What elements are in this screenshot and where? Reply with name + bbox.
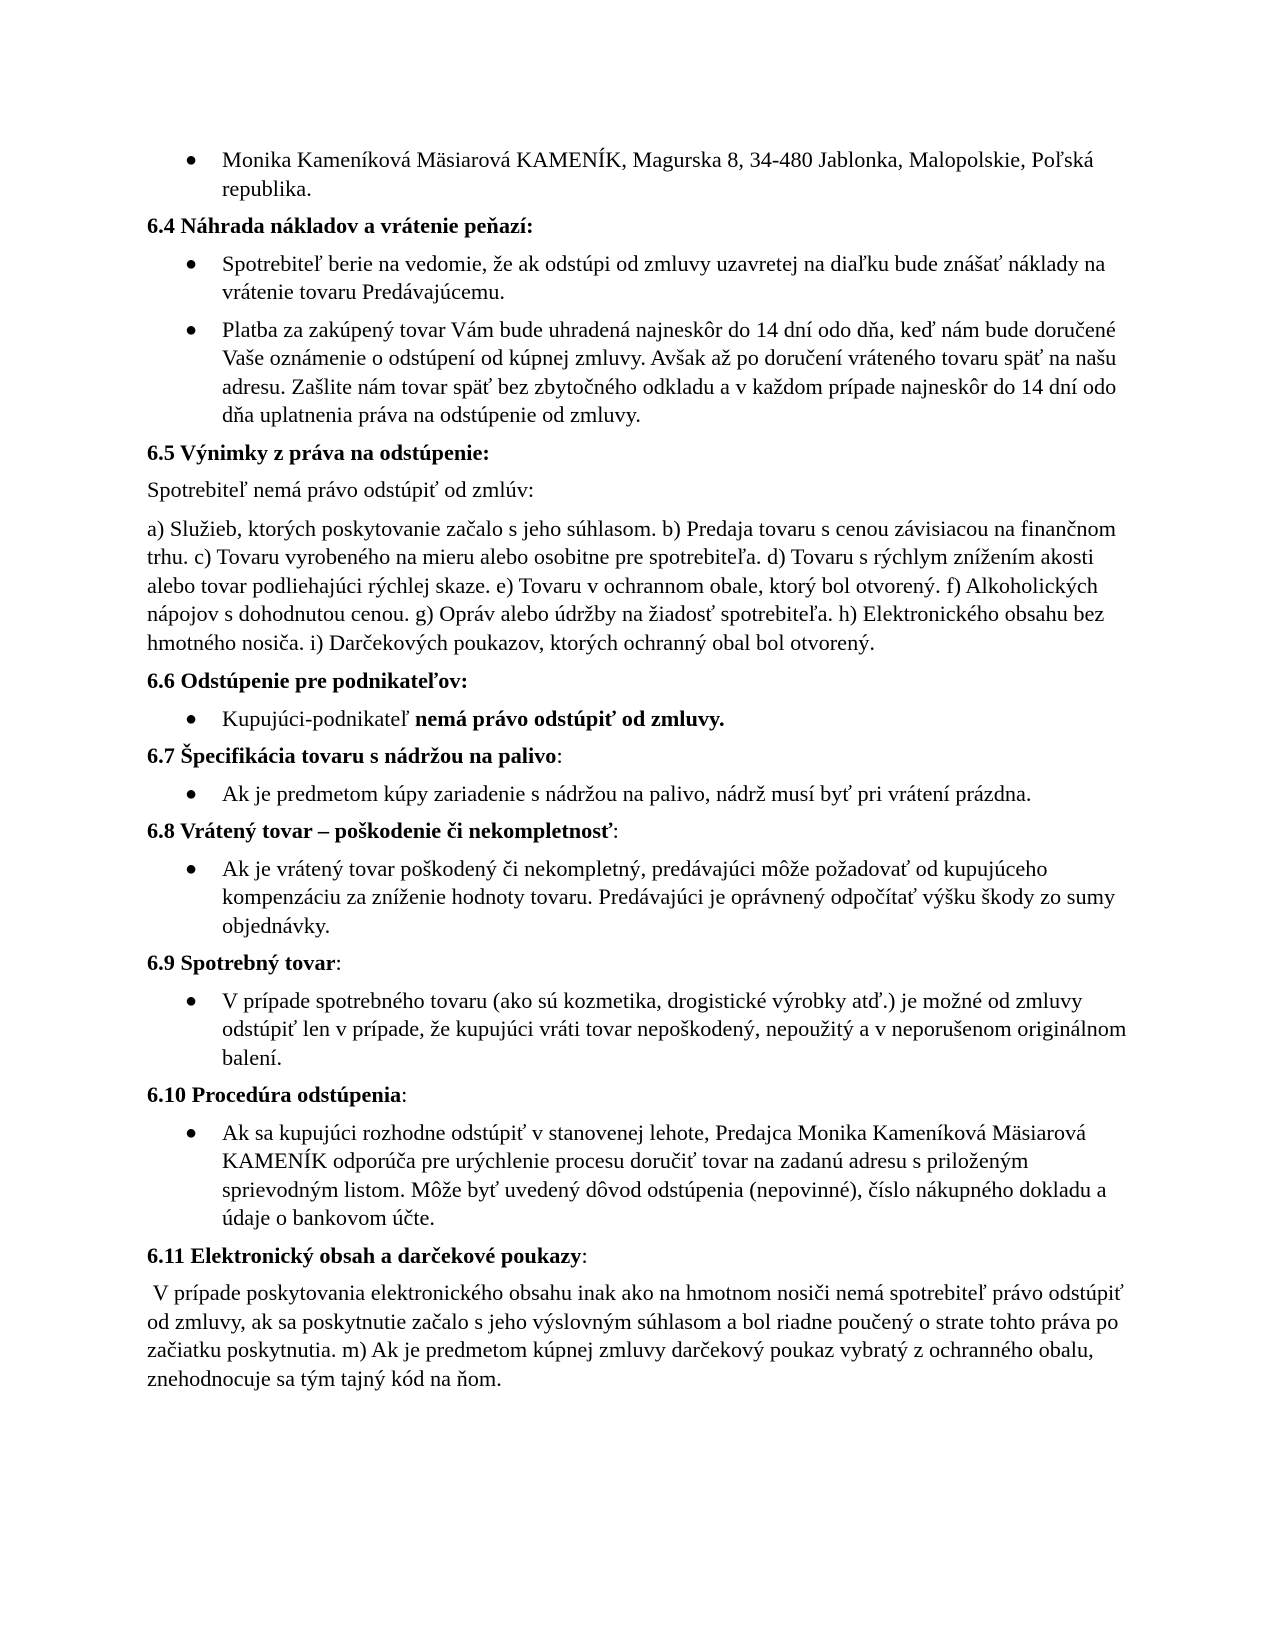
list-item <box>147 250 1137 307</box>
section-heading-6-4: 6.4 Náhrada nákladov a vrátenie peňazí: <box>147 213 534 238</box>
list-item <box>147 855 1137 941</box>
bullet-icon: ● <box>185 989 198 1012</box>
section-heading-6-8: 6.8 Vrátený tovar – poškodenie či nekompletnosť: <box>147 818 619 843</box>
paragraph-text: Ak je predmetom kúpy zariadenie s nádržou na palivo, nádrž musí byť pri vrátení prázdna. <box>222 780 1032 806</box>
section-heading-6-11: 6.11 Elektronický obsah a darčekové poukazy: <box>147 1242 588 1268</box>
list-item <box>147 146 1137 203</box>
section-heading-6-9: 6.9 Spotrebný tovar: <box>147 950 342 975</box>
bullet-icon: ● <box>185 1121 198 1144</box>
paragraph-text: Platba za zakúpený tovar Vám bude uhradená najneskôr do 14 dní odo dňa, keď nám bude doručené Vaše oznámenie o odstúpení od kúpnej zmluvy. Avšak až po doručení vráteného tovaru späť na našu adresu. Zašlite nám tovar späť bez zbytočného odkladu a v každom prípade najneskôr do 14 dní odo dňa uplatnenia práva na odstúpenie od zmluvy. <box>222 316 1117 427</box>
section-heading-6-5: 6.5 Výnimky z práva na odstúpenie: <box>147 439 490 465</box>
bullet-icon: ● <box>185 318 198 341</box>
section-heading-6-6: 6.6 Odstúpenie pre podnikateľov: <box>147 668 469 693</box>
section-intro: Spotrebiteľ nemá právo odstúpiť od zmlúv: <box>147 477 535 502</box>
seller-address: Monika Kameníková Mäsiarová KAMENÍK, Magurska 8, 34-480 Jablonka, Malopolskie, Poľská republika. <box>222 147 1094 201</box>
exceptions-text: a) Služieb, ktorých poskytovanie začalo s jeho súhlasom. b) Predaja tovaru s cenou závisiacou na finančnom trhu. c) Tovaru vyrobeného na mieru alebo osobitne pre spotrebiteľa. d) Tovaru s rýchlym znížením akosti alebo tovar podliehajúci rýchlej skaze. e) Tovaru v ochrannom obale, ktorý bol otvorený. f) Alkoholických nápojov s dohodnutou cenou. g) Opráv alebo údržby na žiadosť spotrebiteľa. h) Elektronického obsahu bez hmotného nosiča. i) Darčekových poukazov, ktorých ochranný obal bol otvorený. <box>147 515 1116 655</box>
list-item <box>147 316 1137 430</box>
list-item <box>147 1119 1137 1233</box>
list-item <box>147 780 1137 809</box>
document-page <box>147 146 1137 1403</box>
bullet-icon: ● <box>185 857 198 880</box>
paragraph-text: Kupujúci-podnikateľ nemá právo odstúpiť od zmluvy. <box>222 705 725 731</box>
bullet-icon: ● <box>185 252 198 275</box>
paragraph-text: V prípade spotrebného tovaru (ako sú kozmetika, drogistické výrobky atď.) je možné od zmluvy odstúpiť len v prípade, že kupujúci vráti tovar nepoškodený, nepoužitý a v neporušenom originálnom balení. <box>222 987 1127 1070</box>
section-heading-6-7: 6.7 Špecifikácia tovaru s nádržou na palivo: <box>147 743 563 768</box>
electronic-content-text: V prípade poskytovania elektronického obsahu inak ako na hmotnom nosiči nemá spotrebiteľ právo odstúpiť od zmluvy, ak sa poskytnutie začalo s jeho výslovným súhlasom a bol riadne poučený o strate tohto práva po začiatku poskytnutia. m) Ak je predmetom kúpnej zmluvy darčekový poukaz vybratý z ochranného obalu, znehodnocuje sa tým tajný kód na ňom. <box>147 1280 1130 1391</box>
section-heading-6-10: 6.10 Procedúra odstúpenia: <box>147 1082 408 1107</box>
bullet-icon: ● <box>185 149 198 171</box>
list-item <box>147 705 1137 734</box>
paragraph-text: Ak sa kupujúci rozhodne odstúpiť v stanovenej lehote, Predajca Monika Kameníková Mäsiarová KAMENÍK odporúča pre urýchlenie procesu doručiť tovar na zadanú adresu s priloženým sprievodným listom. Môže byť uvedený dôvod odstúpenia (nepovinné), číslo nákupného dokladu a údaje o bankovom účte. <box>222 1119 1107 1230</box>
paragraph-text: Ak je vrátený tovar poškodený či nekompletný, predávajúci môže požadovať od kupujúceho kompenzáciu za zníženie hodnoty tovaru. Predávajúci je oprávnený odpočítať výšku škody zo sumy objednávky. <box>222 855 1116 938</box>
paragraph-text: Spotrebiteľ berie na vedomie, že ak odstúpi od zmluvy uzavretej na diaľku bude znášať náklady na vrátenie tovaru Predávajúcemu. <box>222 250 1106 304</box>
list-item <box>147 987 1137 1073</box>
bullet-icon: ● <box>185 707 198 730</box>
bullet-icon: ● <box>185 782 198 805</box>
